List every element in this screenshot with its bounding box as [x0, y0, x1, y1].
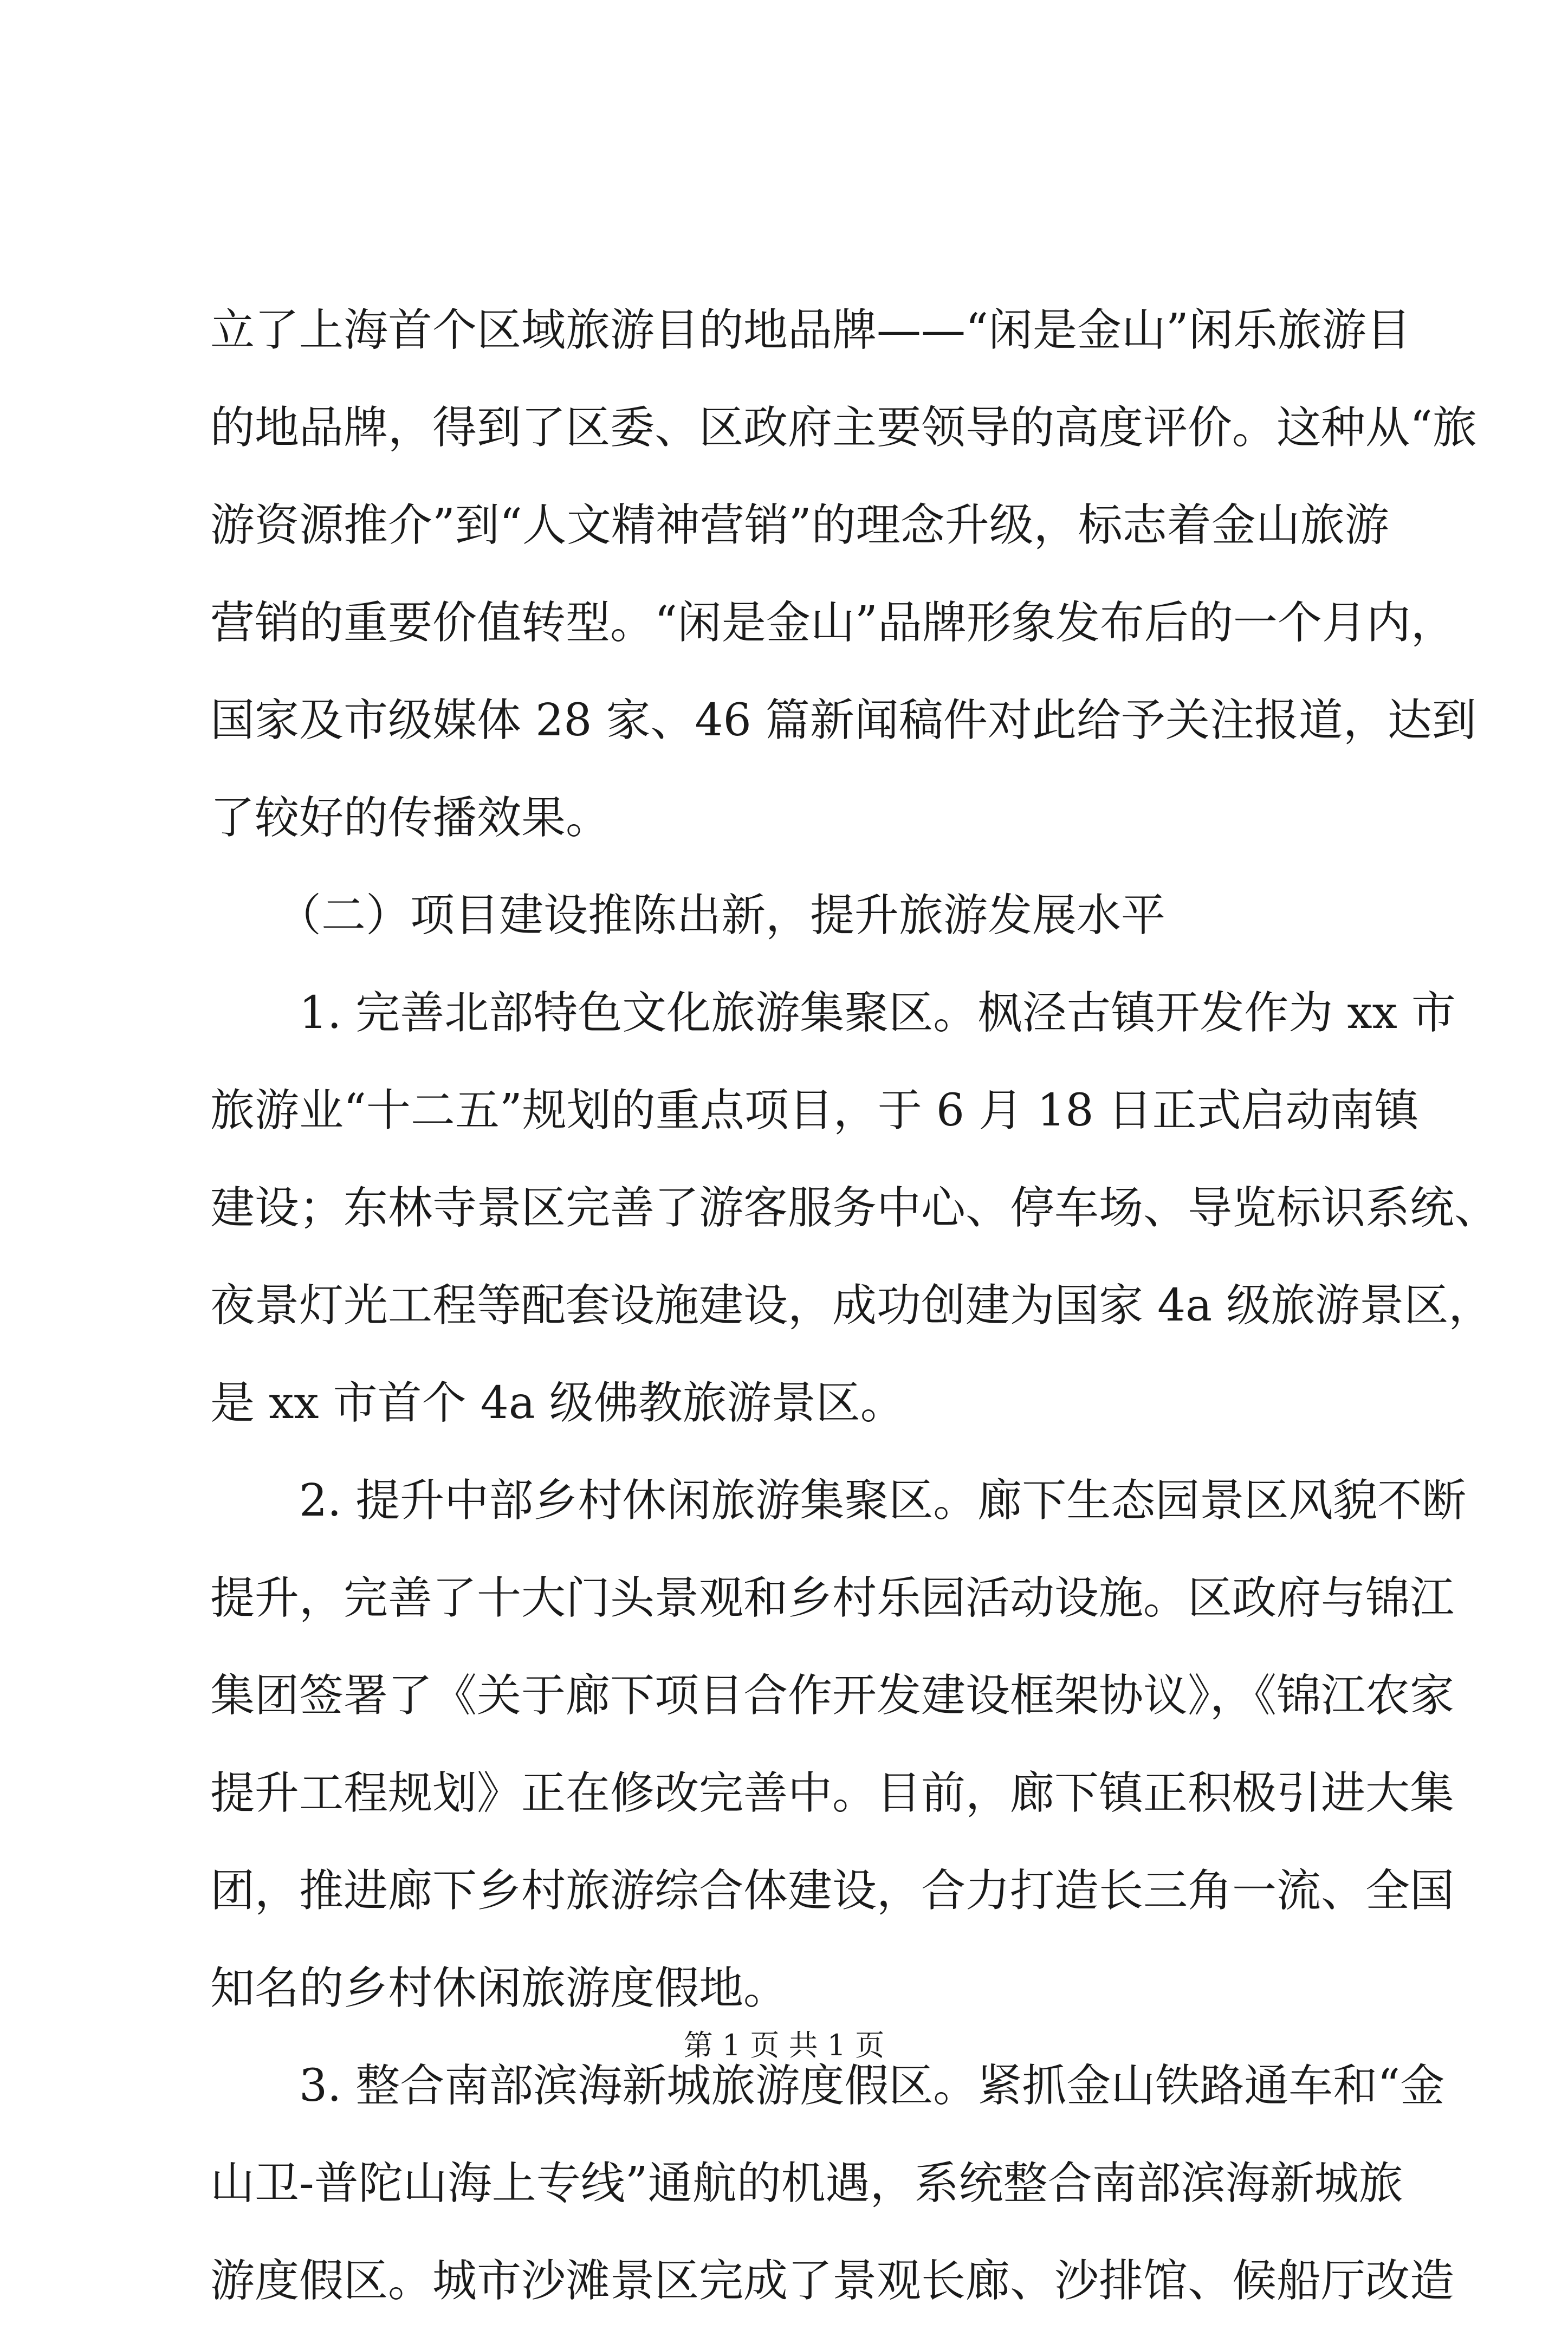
text-line: 提升，完善了十大门头景观和乡村乐园活动设施。区政府与锦江: [210, 1572, 1455, 1624]
text-line: 3. 整合南部滨海新城旅游度假区。紧抓金山铁路通车和“金: [210, 2060, 1445, 2112]
text-line: 游度假区。城市沙滩景区完成了景观长廊、沙排馆、候船厅改造: [210, 2255, 1455, 2307]
text-line: 团，推进廊下乡村旅游综合体建设，合力打造长三角一流、全国: [210, 1865, 1455, 1917]
text-line: 提升工程规划》正在修改完善中。目前，廊下镇正积极引进大集: [210, 1768, 1455, 1819]
text-line: 夜景灯光工程等配套设施建设，成功创建为国家 4a 级旅游景区，: [210, 1280, 1493, 1331]
page-footer: 第 1 页 共 1 页: [683, 2028, 885, 2062]
text-line: 知名的乡村休闲旅游度假地。: [210, 1963, 788, 2014]
text-line: 是 xx 市首个 4a 级佛教旅游景区。: [210, 1377, 905, 1429]
document-body: [210, 282, 1499, 2330]
section-heading: （二）项目建设推陈出新，提升旅游发展水平: [210, 890, 1166, 941]
text-line: 2. 提升中部乡村休闲旅游集聚区。廊下生态园景区风貌不断: [210, 1475, 1467, 1526]
text-line: 集团签署了《关于廊下项目合作开发建设框架协议》，《锦江农家: [210, 1670, 1455, 1721]
text-line: 国家及市级媒体 28 家、46 篇新闻稿件对此给予关注报道，达到: [210, 695, 1476, 746]
text-line: 立了上海首个区域旅游目的地品牌——“闲是金山”闲乐旅游目: [210, 305, 1411, 356]
text-line: 1. 完善北部特色文化旅游集聚区。枫泾古镇开发作为 xx 市: [210, 987, 1456, 1039]
text-line: 山卫-普陀山海上专线”通航的机遇，系统整合南部滨海新城旅: [210, 2158, 1403, 2209]
text-line: 建设；东林寺景区完善了游客服务中心、停车场、导览标识系统、: [210, 1182, 1499, 1234]
text-line: 的地品牌，得到了区委、区政府主要领导的高度评价。这种从“旅: [210, 402, 1477, 454]
text-line: 旅游业“十二五”规划的重点项目，于 6 月 18 日正式启动南镇: [210, 1085, 1419, 1136]
text-line: 了较好的传播效果。: [210, 792, 611, 844]
text-line: 营销的重要价值转型。“闲是金山”品牌形象发布后的一个月内，: [210, 597, 1455, 649]
text-line: 游资源推介”到“人文精神营销”的理念升级，标志着金山旅游: [210, 500, 1389, 551]
